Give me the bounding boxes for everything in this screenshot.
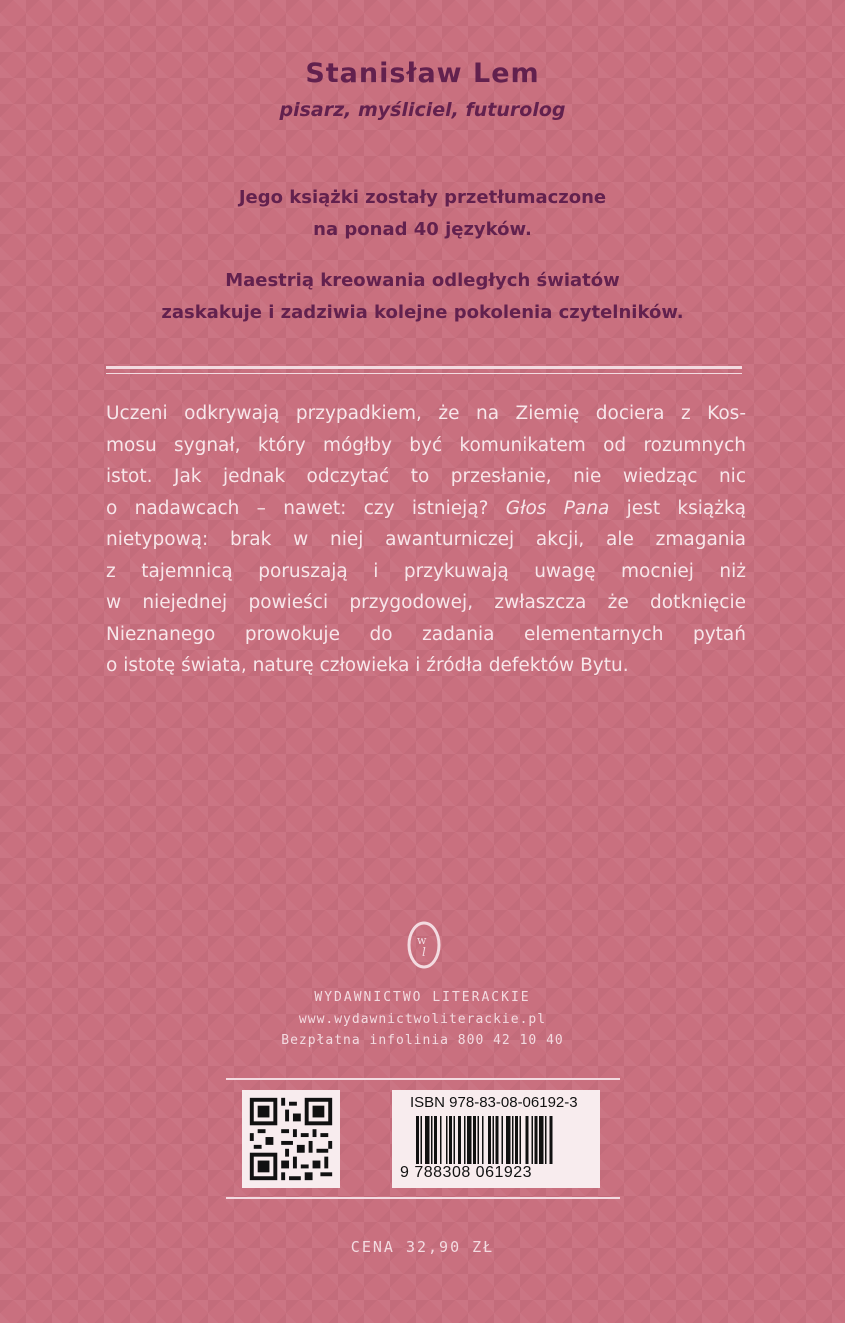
description-line — [106, 493, 746, 525]
blurb-line: na ponad 40 języków. — [313, 219, 532, 240]
publisher-name: WYDAWNICTWO LITERACKIE — [314, 990, 531, 1005]
wl-logo-icon — [406, 920, 442, 970]
description-line: nietypową: brak w niej awanturniczej akcji, ale zmagania — [106, 529, 746, 550]
description-line: o istotę świata, naturę człowieka i źródła defektów Bytu. — [106, 655, 629, 676]
description-text: jest książką — [609, 497, 747, 519]
publisher-url[interactable]: www.wydawnictwoliterackie.pl — [298, 1012, 547, 1027]
isbn-label: ISBN 978-83-08-06192-3 — [410, 1094, 578, 1111]
divider-top-codes — [226, 1078, 620, 1080]
blurb-mastery — [0, 265, 845, 329]
book-description — [106, 398, 746, 682]
author-subtitle: pisarz, myśliciel, futurolog — [279, 99, 566, 121]
blurb-line: Jego książki zostały przetłumaczone — [238, 187, 607, 208]
blurb-line: Maestrią kreowania odległych światów — [225, 270, 620, 291]
blurb-translations — [0, 182, 845, 246]
publisher-phone: Bezpłatna infolinia 800 42 10 40 — [281, 1033, 564, 1048]
divider-thin — [106, 373, 742, 374]
price-label: CENA 32,90 ZŁ — [350, 1238, 495, 1256]
description-line: mosu sygnał, który mógłby być komunikatem od rozumnych — [106, 434, 746, 456]
barcode-number: 9 788308 061923 — [400, 1164, 533, 1181]
description-text: o nadawcach – nawet: czy istnieją? — [106, 497, 506, 519]
author-name: Stanisław Lem — [305, 58, 540, 89]
description-line: Nieznanego prowokuje do zadania elementarnych pytań — [106, 623, 746, 645]
description-line: Uczeni odkrywają przypadkiem, że na Ziemię dociera z Kos- — [106, 403, 746, 424]
qr-code-icon[interactable] — [242, 1090, 340, 1188]
divider-bottom-codes — [226, 1197, 620, 1199]
description-line: istot. Jak jednak odczytać to przesłanie, nie wiedząc nic — [106, 466, 746, 487]
isbn-barcode — [392, 1090, 600, 1188]
book-title-italic: Głos Pana — [505, 497, 610, 519]
svg-text:l: l — [422, 945, 426, 959]
divider-thick — [106, 366, 742, 369]
svg-text:w: w — [417, 934, 427, 947]
description-line: z tajemnicą poruszają i przykuwają uwagę mocniej niż — [106, 560, 746, 582]
blurb-line: zaskakuje i zadziwia kolejne pokolenia czytelników. — [161, 302, 684, 323]
description-line: w niejednej powieści przygodowej, zwłaszcza że dotknięcie — [106, 592, 746, 613]
qr-pattern — [242, 1090, 340, 1188]
